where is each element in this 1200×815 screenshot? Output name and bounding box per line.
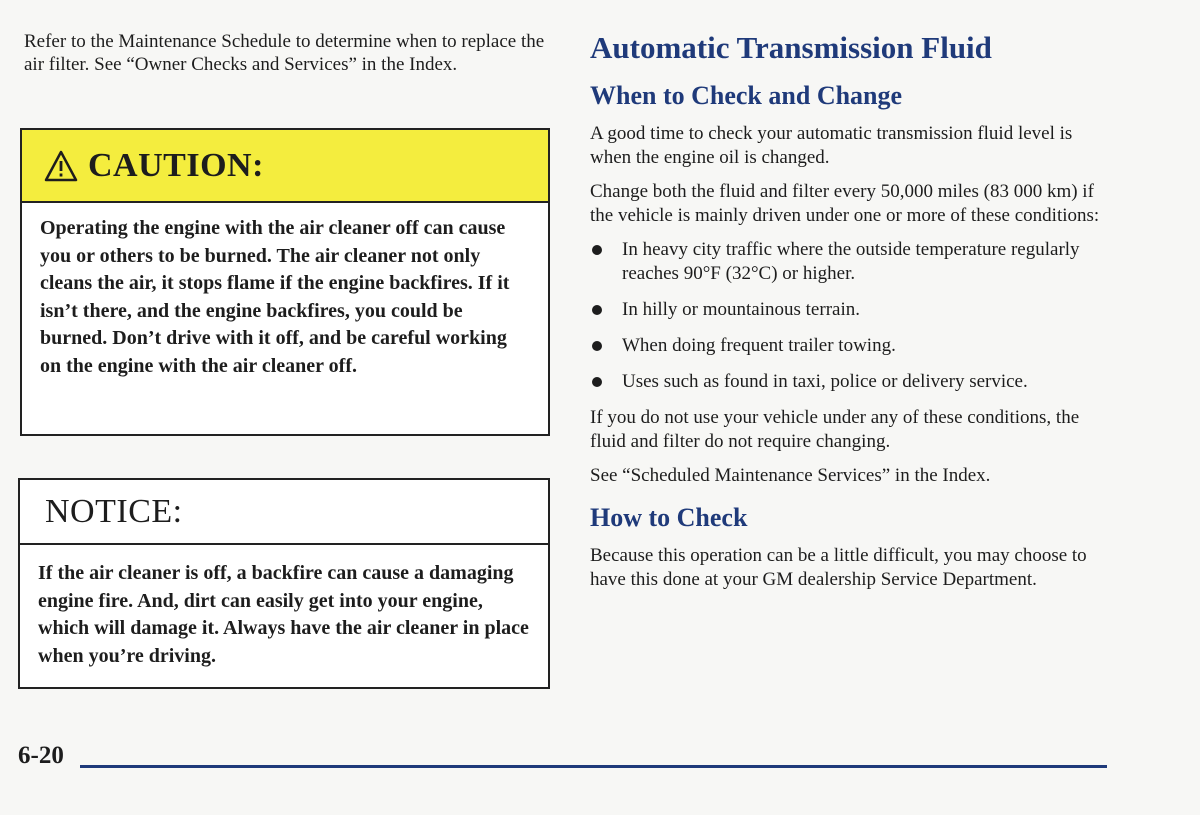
caution-title: CAUTION: (88, 146, 264, 184)
section-heading-when-to-check: When to Check and Change (590, 81, 903, 110)
page-title: Automatic Transmission Fluid (590, 30, 992, 65)
bullet-icon (592, 377, 602, 387)
list-item: When doing frequent trailer towing. (590, 334, 1110, 358)
paragraph-if-not: If you do not use your vehicle under any of these conditions, the fluid and filter do not require changing. (590, 407, 1080, 452)
footer-rule (80, 765, 1107, 768)
notice-box (18, 478, 550, 689)
list-item: In heavy city traffic where the outside temperature regularly reaches 90°F (32°C) or higher. (590, 238, 1110, 286)
bullet-icon (592, 341, 602, 351)
conditions-list (590, 238, 1110, 394)
caution-box (20, 128, 550, 436)
intro-paragraph: Refer to the Maintenance Schedule to determine when to replace the air filter. See “Owner Checks and Services” in the Index. (24, 31, 545, 75)
notice-title: NOTICE: (45, 492, 183, 530)
page-footer (18, 742, 64, 770)
warning-triangle-icon (44, 150, 78, 182)
notice-header (20, 480, 548, 545)
right-column (590, 28, 1110, 602)
caution-body: Operating the engine with the air cleaner off can cause you or others to be burned. The air cleaner not only cleans the air, it stops flame if the engine backfires. If it isn’t there, and the engine backfires, you could be burned. Don’t drive with it off, and be careful working on the engine with the air cleaner off. (40, 217, 510, 377)
paragraph-see-scheduled: See “Scheduled Maintenance Services” in the Index. (590, 465, 991, 486)
section-heading-how-to-check: How to Check (590, 503, 748, 532)
page-number: 6-20 (18, 742, 64, 769)
paragraph-because: Because this operation can be a little difficult, you may choose to have this done at your GM dealership Service Department. (590, 545, 1087, 590)
bullet-icon (592, 305, 602, 315)
bullet-icon (592, 245, 602, 255)
list-item: Uses such as found in taxi, police or delivery service. (590, 370, 1110, 394)
caution-header (22, 130, 548, 203)
paragraph-change-both: Change both the fluid and filter every 50,000 miles (83 000 km) if the vehicle is mainly driven under one or more of these conditions: (590, 181, 1100, 226)
list-item: In hilly or mountainous terrain. (590, 298, 1110, 322)
left-column (20, 30, 555, 76)
notice-body: If the air cleaner is off, a backfire can cause a damaging engine fire. And, dirt can easily get into your engine, which will damage it. Always have the air cleaner in place when you’re driving. (38, 562, 529, 667)
paragraph-good-time: A good time to check your automatic transmission fluid level is when the engine oil is changed. (590, 123, 1073, 168)
